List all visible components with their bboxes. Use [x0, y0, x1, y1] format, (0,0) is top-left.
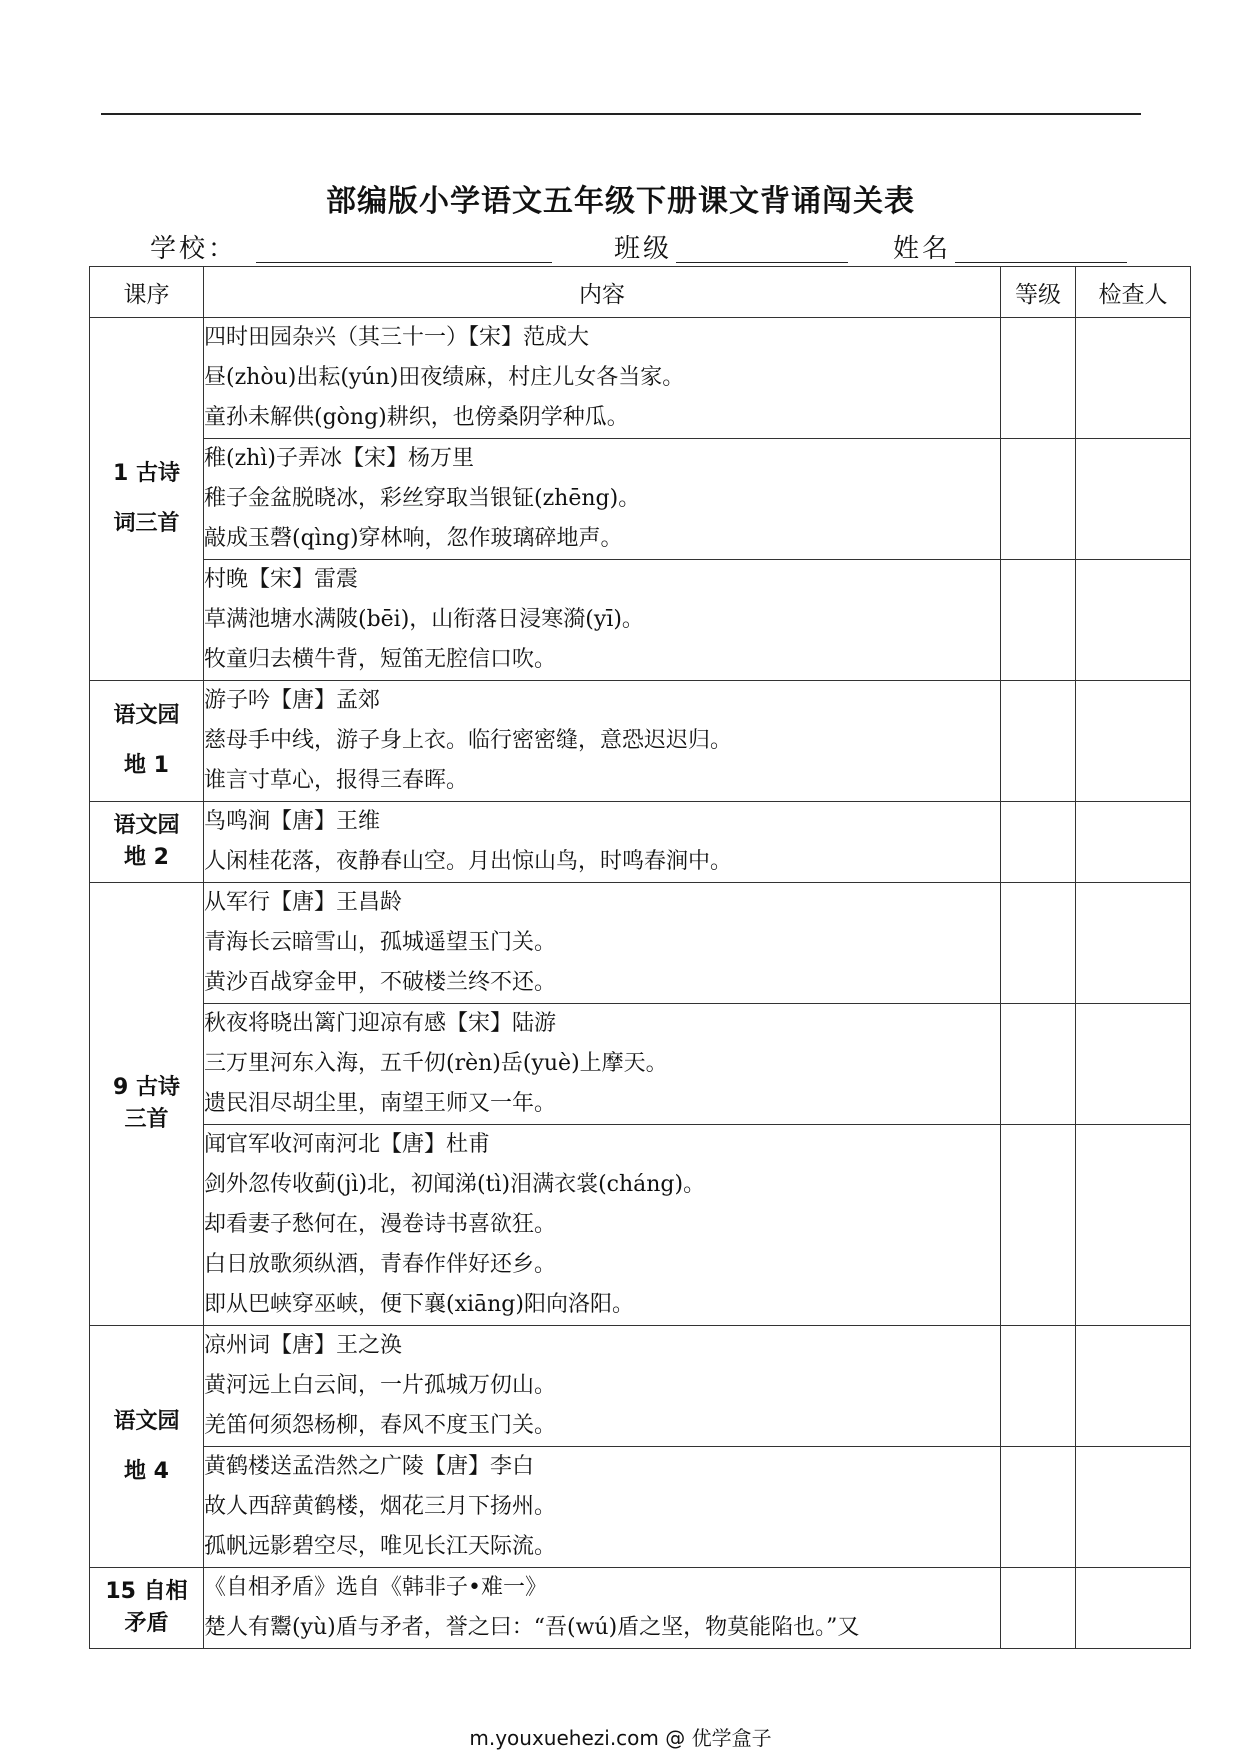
lesson-label-line: 矛盾 [124, 1611, 169, 1636]
lesson-label-line: 1 古诗 [113, 461, 180, 486]
lesson-label-line: 地 4 [124, 1458, 169, 1484]
recitation-table [89, 266, 1191, 1649]
table-row [90, 439, 1191, 560]
table-row [90, 1447, 1191, 1568]
poem-line: 稚子金盆脱晓冰，彩丝穿取当银钲(zhēng)。 [204, 486, 641, 511]
poem-content-cell [204, 1326, 1001, 1447]
grade-cell[interactable] [1001, 1568, 1076, 1649]
name-field[interactable] [955, 228, 1127, 264]
poem-line: 楚人有鬻(yù)盾与矛者，誉之曰：“吾(wú)盾之坚，物莫能陷也。”又 [204, 1615, 860, 1640]
grade-cell[interactable] [1001, 318, 1076, 439]
checker-cell[interactable] [1076, 1004, 1191, 1125]
poem-line: 草满池塘水满陂(bēi)，山衔落日浸寒漪(yī)。 [204, 607, 644, 632]
poem-title: 游子吟【唐】孟郊 [204, 688, 381, 713]
table-row [90, 560, 1191, 681]
lesson-cell [90, 681, 204, 802]
lesson-label-line: 词三首 [113, 511, 180, 536]
table-body [90, 318, 1191, 1649]
poem-line: 黄沙百战穿金甲，不破楼兰终不还。 [204, 970, 557, 995]
table-row [90, 883, 1191, 1004]
poem-line: 白日放歌须纵酒，青春作伴好还乡。 [204, 1252, 557, 1277]
header-lesson: 课序 [90, 267, 204, 318]
lesson-label-line: 地 2 [124, 845, 169, 870]
poem-content-cell [204, 318, 1001, 439]
top-rule [101, 113, 1141, 115]
lesson-label-line: 9 古诗 [113, 1075, 180, 1100]
lesson-label-line: 地 1 [124, 753, 169, 778]
lesson-label-line: 语文园 [113, 1408, 180, 1434]
grade-cell[interactable] [1001, 883, 1076, 1004]
checker-cell[interactable] [1076, 439, 1191, 560]
class-label: 班级 [614, 234, 673, 264]
poem-title: 凉州词【唐】王之涣 [204, 1333, 403, 1358]
poem-line: 牧童归去横牛背，短笛无腔信口吹。 [204, 647, 557, 672]
poem-title: 秋夜将晓出篱门迎凉有感【宋】陆游 [204, 1011, 557, 1036]
grade-cell[interactable] [1001, 1447, 1076, 1568]
lesson-label-line: 语文园 [113, 813, 180, 838]
poem-title: 《自相矛盾》选自《韩非子•难一》 [204, 1575, 547, 1600]
table-row [90, 802, 1191, 883]
grade-cell[interactable] [1001, 560, 1076, 681]
poem-content-cell [204, 1125, 1001, 1326]
poem-line: 黄河远上白云间，一片孤城万仞山。 [204, 1373, 557, 1398]
grade-cell[interactable] [1001, 802, 1076, 883]
table-row [90, 1125, 1191, 1326]
poem-line: 童孙未解供(gòng)耕织，也傍桑阴学种瓜。 [204, 405, 629, 430]
table-row [90, 1004, 1191, 1125]
poem-content-cell [204, 1568, 1001, 1649]
poem-line: 三万里河东入海，五千仞(rèn)岳(yuè)上摩天。 [204, 1051, 668, 1076]
checker-cell[interactable] [1076, 1447, 1191, 1568]
poem-line: 剑外忽传收蓟(jì)北，初闻涕(tì)泪满衣裳(cháng)。 [204, 1172, 706, 1197]
checker-cell[interactable] [1076, 1568, 1191, 1649]
checker-cell[interactable] [1076, 681, 1191, 802]
checker-cell[interactable] [1076, 802, 1191, 883]
poem-line: 孤帆远影碧空尽，唯见长江天际流。 [204, 1534, 557, 1559]
checker-cell[interactable] [1076, 1125, 1191, 1326]
table-row [90, 1568, 1191, 1649]
grade-cell[interactable] [1001, 1004, 1076, 1125]
header-checker: 检查人 [1076, 267, 1191, 318]
table-row [90, 318, 1191, 439]
class-field[interactable] [676, 228, 848, 264]
poem-content-cell [204, 883, 1001, 1004]
school-label: 学校： [150, 234, 238, 264]
poem-content-cell [204, 681, 1001, 802]
lesson-label-line: 三首 [124, 1107, 169, 1132]
school-field[interactable] [256, 228, 552, 264]
poem-content-cell [204, 439, 1001, 560]
poem-title: 鸟鸣涧【唐】王维 [204, 809, 381, 834]
poem-content-cell [204, 802, 1001, 883]
table-row [90, 1326, 1191, 1447]
footer-watermark: m.youxuehezi.com @ 优学盒子 [469, 1726, 772, 1750]
poem-title: 村晚【宋】雷震 [204, 567, 359, 592]
lesson-cell [90, 883, 204, 1326]
lesson-label-line: 15 自相 [105, 1579, 188, 1604]
poem-title: 四时田园杂兴（其三十一）【宋】范成大 [204, 325, 590, 350]
poem-line: 人闲桂花落，夜静春山空。月出惊山鸟，时鸣春涧中。 [204, 849, 733, 874]
poem-title: 黄鹤楼送孟浩然之广陵【唐】李白 [204, 1454, 535, 1479]
lesson-label-line: 语文园 [113, 703, 180, 728]
poem-line: 慈母手中线，游子身上衣。临行密密缝，意恐迟迟归。 [204, 728, 733, 753]
poem-title: 闻官军收河南河北【唐】杜甫 [204, 1132, 491, 1157]
header-grade: 等级 [1001, 267, 1076, 318]
poem-line: 昼(zhòu)出耘(yún)田夜绩麻，村庄儿女各当家。 [204, 365, 685, 390]
checker-cell[interactable] [1076, 318, 1191, 439]
lesson-cell [90, 1326, 204, 1568]
poem-line: 敲成玉磬(qìng)穿林响，忽作玻璃碎地声。 [204, 526, 623, 551]
grade-cell[interactable] [1001, 439, 1076, 560]
poem-line: 即从巴峡穿巫峡，便下襄(xiāng)阳向洛阳。 [204, 1292, 634, 1317]
checker-cell[interactable] [1076, 560, 1191, 681]
lesson-cell [90, 1568, 204, 1649]
header-row [90, 267, 1191, 318]
poem-title: 稚(zhì)子弄冰【宋】杨万里 [204, 446, 474, 471]
grade-cell[interactable] [1001, 1125, 1076, 1326]
table-row [90, 681, 1191, 802]
lesson-cell [90, 802, 204, 883]
poem-line: 羌笛何须怨杨柳，春风不度玉门关。 [204, 1413, 557, 1438]
poem-line: 遗民泪尽胡尘里，南望王师又一年。 [204, 1091, 557, 1116]
header-content: 内容 [204, 267, 1001, 318]
lesson-cell [90, 318, 204, 681]
page-title: 部编版小学语文五年级下册课文背诵闯关表 [326, 184, 915, 219]
grade-cell[interactable] [1001, 681, 1076, 802]
checker-cell[interactable] [1076, 883, 1191, 1004]
poem-content-cell [204, 1447, 1001, 1568]
poem-line: 却看妻子愁何在，漫卷诗书喜欲狂。 [204, 1212, 557, 1237]
grade-cell[interactable] [1001, 1326, 1076, 1447]
poem-line: 青海长云暗雪山，孤城遥望玉门关。 [204, 930, 557, 955]
checker-cell[interactable] [1076, 1326, 1191, 1447]
poem-content-cell [204, 560, 1001, 681]
poem-content-cell [204, 1004, 1001, 1125]
poem-line: 故人西辞黄鹤楼，烟花三月下扬州。 [204, 1494, 557, 1519]
poem-title: 从军行【唐】王昌龄 [204, 890, 403, 915]
name-label: 姓名 [893, 234, 952, 264]
poem-line: 谁言寸草心，报得三春晖。 [204, 768, 469, 793]
